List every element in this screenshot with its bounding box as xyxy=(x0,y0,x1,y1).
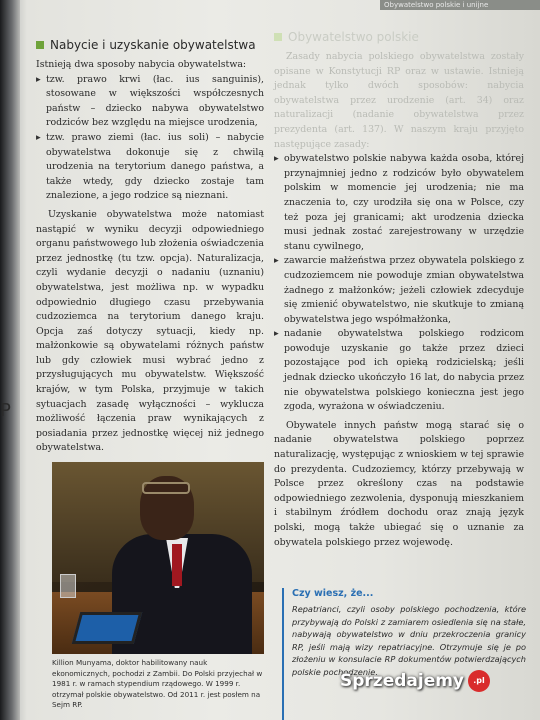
list-item-text: tzw. prawo ziemi (łac. ius soli) – nabycie obywatelstwa dokonuje się z chwilą urodzenia na terytorium danego państwa, a także wtedy, gdy dziecko zostaje tam znalezione, a jego rodzice są nieznani. xyxy=(46,131,264,202)
box-text: Repatrianci, czyli osoby polskiego pochodzenia, które przybywają do Polski z zamiarem osiedlenia się na stałe, nabywają obywatelstwo w dniu przekroczenia granicy RP, jeśli mają wizy repatriacyjne. Otrzymuje się je po złożeniu w konsulacie RP dokumentów potwierdzających polskie pochodzenie. xyxy=(292,604,526,677)
left-column xyxy=(36,38,264,456)
paragraph: Obywatele innych państw mogą starać się o nadanie obywatelstwa polskiego poprzez naturalizację, występując z wnioskiem w tej sprawie do prezydenta. Cudzoziemcy, którzy przebywają w Polsce przez określony czas na podstawie odpowiedniego zezwolenia, dysponują mieszkaniem i stabilnym źródłem dochodu oraz znają język polski, mogą także ubiegać się o uznanie za obywatela polskiego przez wojewodę. xyxy=(274,419,524,548)
bullet-icon: ▸ xyxy=(274,328,279,340)
list-item-text: tzw. prawo krwi (łac. ius sanguinis), stosowane w większości współczesnych państw – dziecko nabywa obywatelstwo rodziców bez względu na miejsce urodzenia, xyxy=(46,73,264,129)
heading-text: Nabycie i uzyskanie obywatelstwa xyxy=(50,38,256,52)
watermark-text: Sprzedajemy xyxy=(340,671,465,691)
bullet-icon: ▸ xyxy=(36,73,41,85)
section-heading xyxy=(274,30,524,44)
list-item-text: nadanie obywatelstwa polskiego rodzicom powoduje uzyskanie go także przez dzieci pozostające pod ich opieką rodzicielską; jeśli jednak dziecko ukończyło 16 lat, do nabycia przez nie obywatelstwa polskiego konieczna jest jego zgoda, wyrażona w oświadczeniu. xyxy=(284,328,524,413)
list-item xyxy=(274,254,524,327)
watermark-logo xyxy=(340,670,490,692)
paragraph: Uzyskanie obywatelstwa może natomiast nastąpić w wyniku decyzji odpowiedniego organu państwowego lub złożenia oświadczenia przez jednostkę (tu tzw. opcja). Naturalizacja, czyli wydanie decyzji o nadaniu (uznaniu) obywatelstwa, jest możliwa np. w wypadku odpowiednio długiego czasu przebywania cudzoziemca na terytorium danego kraju. Opcja zaś dotyczy sytuacji, kiedy np. małżonkowie są obywatelami różnych państw lub gdy człowiek musi wybrać jedno z przysługujących mu obywatelstw. Większość krajów, w tym Polska, przyjmuje w takich sytuacjach zasadę wyłączności – wyklucza możliwość łączenia praw wynikających z posiadania przez jednostkę więcej niż jednego obywatelstwa. xyxy=(36,208,265,454)
bullet-icon: ▸ xyxy=(36,131,41,143)
intro-text: Istnieją dwa sposoby nabycia obywatelstwa: xyxy=(36,59,247,70)
list-item xyxy=(274,327,524,415)
watermark-badge: .pl xyxy=(468,670,490,692)
right-column xyxy=(274,30,524,550)
list-item xyxy=(274,152,524,254)
previous-page-edge xyxy=(0,0,20,720)
glass-icon xyxy=(60,574,76,598)
bullet-icon: ▸ xyxy=(274,153,279,165)
list-item xyxy=(36,131,264,204)
heading-text: Obywatelstwo polskie xyxy=(288,30,419,44)
list-item-text: obywatelstwo polskie nabywa każda osoba, której przynajmniej jedno z rodziców było obywatelem polskim w momencie jej urodzenia; nie ma znaczenia to, czy urodziła się ona w Polsce, czy też poza jej granicami; akt urodzenia dziecka musi jednak zostać zarejestrowany w urzędzie stanu cywilnego, xyxy=(284,153,524,252)
photo-caption: Killion Munyama, doktor habilitowany nauk ekonomicznych, pochodzi z Zambii. Do Polski przyjechał w 1981 r. w ramach stypendium rządowego. W 1999 r. otrzymał polskie obywatelstwo. Od 2011 r. jest posłem na Sejm RP. xyxy=(52,658,263,709)
chapter-banner: Obywatelstwo polskie i unijne xyxy=(380,0,540,10)
intro-text: Zasady nabycia polskiego obywatelstwa zostały opisane w Konstytucji RP oraz w ustawie. Istnieją jednak tylko dwóch sposobów: nabycia obywatelstwa przez urodzenie (art. 34) oraz naturalizacji (nadanie obywatelstwa przez prezydenta (art. 137). W naszym kraju przyjęto następujące zasady: xyxy=(274,51,524,150)
box-title: Czy wiesz, że... xyxy=(292,588,374,599)
tablet-icon xyxy=(72,612,143,644)
list-item-text: zawarcie małżeństwa przez obywatela polskiego z cudzoziemcem nie powoduje zmian obywatelstwa żadnego z małżonków; jeżeli człowiek zdecyduje się zmienić obywatelstwo, nie skutkuje to zmianą obywatelstwa jego współmałżonka, xyxy=(284,255,524,325)
did-you-know-box xyxy=(282,588,526,720)
heading-square-icon xyxy=(36,41,44,49)
list-item xyxy=(36,73,264,131)
bullet-icon: ▸ xyxy=(274,255,279,267)
heading-square-icon xyxy=(274,33,282,41)
section-heading xyxy=(36,38,264,52)
margin-letter: P xyxy=(0,400,11,421)
photo-killion-munyama xyxy=(52,462,264,654)
